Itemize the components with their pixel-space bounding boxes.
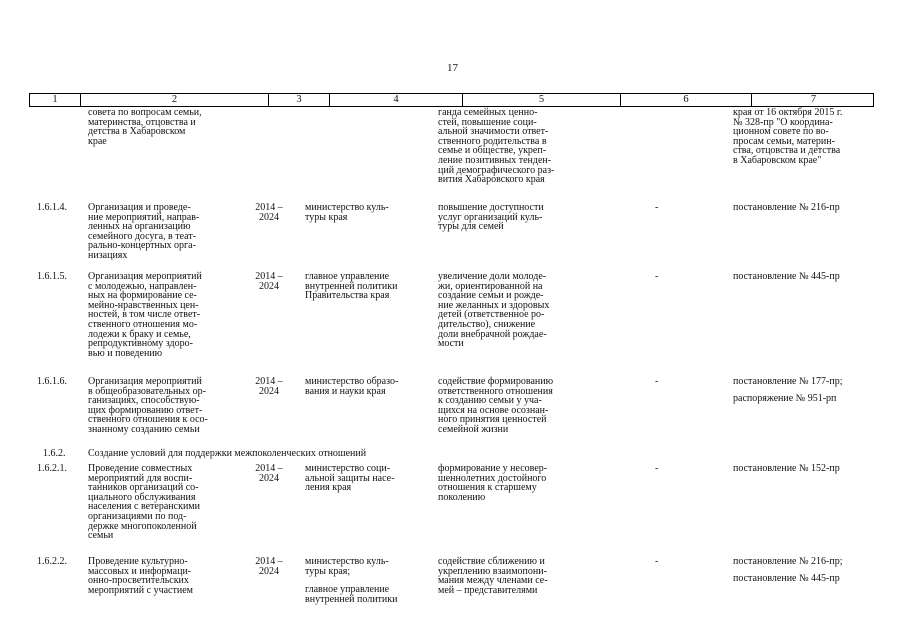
row-result: содействие сближению и укреплению взаимопони- мания между членами се- мей – представителями bbox=[438, 556, 548, 596]
row-title: Организация мероприятий в общеобразовательных ор- ганизациях, способствую- щих формированию ответ- ственного отношения к осо- знанному созданию семьи bbox=[88, 376, 208, 435]
row-result: содействие формированию ответственного отношения к созданию семьи у уча- щихся на основе осознан- ного принятия ценностей семейной жизни bbox=[438, 376, 554, 435]
header-col-4: 4 bbox=[330, 94, 463, 106]
header-col-7: 7 bbox=[810, 94, 817, 105]
header-col-3: 3 bbox=[269, 94, 330, 106]
section-number: 1.6.2. bbox=[43, 448, 66, 459]
row-executor: министерство куль- туры края; bbox=[305, 556, 389, 577]
row-years: 2014 – 2024 bbox=[255, 202, 283, 223]
row-title: Организация мероприятий с молодежью, направлен- ных на формирование се- мейно-нравственных цен- ностей, в том числе ответ- ственного отношения мо- лодежи к браку и семье, репродуктивному здоро- вью и поведению bbox=[88, 271, 202, 359]
row-years: 2014 – 2024 bbox=[255, 463, 283, 484]
row-title: Проведение совместных мероприятий для воспи- танников организаций со- циального обслуживания населения с ветеранскими организациями по под- держке многопоколенной семьи bbox=[88, 463, 200, 542]
row-document: постановление № 177-пр; bbox=[733, 376, 843, 387]
row-title: Проведение культурно- массовых и информаци- онно-просветительских мероприятий с участием bbox=[88, 556, 193, 596]
header-col-2: 2 bbox=[81, 94, 269, 106]
row-document: постановление № 445-пр bbox=[733, 271, 840, 282]
section-title: Создание условий для поддержки межпоколенческих отношений bbox=[88, 448, 367, 459]
row-document-2: распоряжение № 951-рп bbox=[733, 393, 837, 404]
header-col-6: 6 bbox=[621, 94, 752, 106]
row-executor: главное управление внутренней политики Правительства края bbox=[305, 271, 398, 302]
row-document: постановление № 152-пр bbox=[733, 463, 840, 474]
row-indicator: - bbox=[655, 271, 659, 282]
cont-result: ганда семейных ценно- стей, повышение соци- альной значимости ответ- ственного родительства в семье и обществе, укреп- ление позитивных тенден- ций демографического раз- вития Хабаровского края bbox=[438, 107, 555, 186]
row-title: Организация и проведе- ние мероприятий, направ- ленных на организацию семейного досуга, в теат- рально-концертных орга- низациях bbox=[88, 202, 200, 261]
header-col-5: 5 bbox=[463, 94, 621, 106]
cont-title: совета по вопросам семьи, материнства, отцовства и детства в Хабаровском крае bbox=[88, 107, 202, 147]
row-years: 2014 – 2024 bbox=[255, 271, 283, 292]
row-document-2: постановление № 445-пр bbox=[733, 573, 840, 584]
row-number: 1.6.2.1. bbox=[37, 463, 67, 474]
row-result: повышение доступности услуг организаций куль- туры для семей bbox=[438, 202, 544, 233]
row-result: формирование у несовер- шеннолетних достойного отношения к старшему поколению bbox=[438, 463, 548, 503]
table-header bbox=[29, 93, 874, 107]
row-executor: министерство куль- туры края bbox=[305, 202, 389, 223]
row-number: 1.6.1.4. bbox=[37, 202, 67, 213]
row-number: 1.6.1.6. bbox=[37, 376, 67, 387]
row-indicator: - bbox=[655, 556, 659, 567]
row-years: 2014 – 2024 bbox=[255, 556, 283, 577]
row-indicator: - bbox=[655, 202, 659, 213]
row-executor-2: главное управление внутренней политики bbox=[305, 584, 398, 605]
row-document: постановление № 216-пр; bbox=[733, 556, 843, 567]
row-indicator: - bbox=[655, 463, 659, 474]
row-executor: министерство соци- альной защиты насе- ления края bbox=[305, 463, 395, 494]
row-result: увеличение доли молоде- жи, ориентированной на создание семьи и рожде- ние желанных и здоровых детей (ответственное ро- дительство), снижение доли внебрачной рождае- мости bbox=[438, 271, 550, 350]
header-col-1: 1 bbox=[30, 94, 81, 106]
row-years: 2014 – 2024 bbox=[255, 376, 283, 397]
row-document: постановление № 216-пр bbox=[733, 202, 840, 213]
row-number: 1.6.2.2. bbox=[37, 556, 67, 567]
page-number: 17 bbox=[447, 62, 458, 74]
row-executor: министерство образо- вания и науки края bbox=[305, 376, 399, 397]
row-number: 1.6.1.5. bbox=[37, 271, 67, 282]
row-indicator: - bbox=[655, 376, 659, 387]
cont-document: края от 16 октября 2015 г. № 328-пр "О координа- ционном совете по во- просам семьи, материн- ства, отцовства и детства в Хабаровском крае" bbox=[733, 107, 843, 166]
